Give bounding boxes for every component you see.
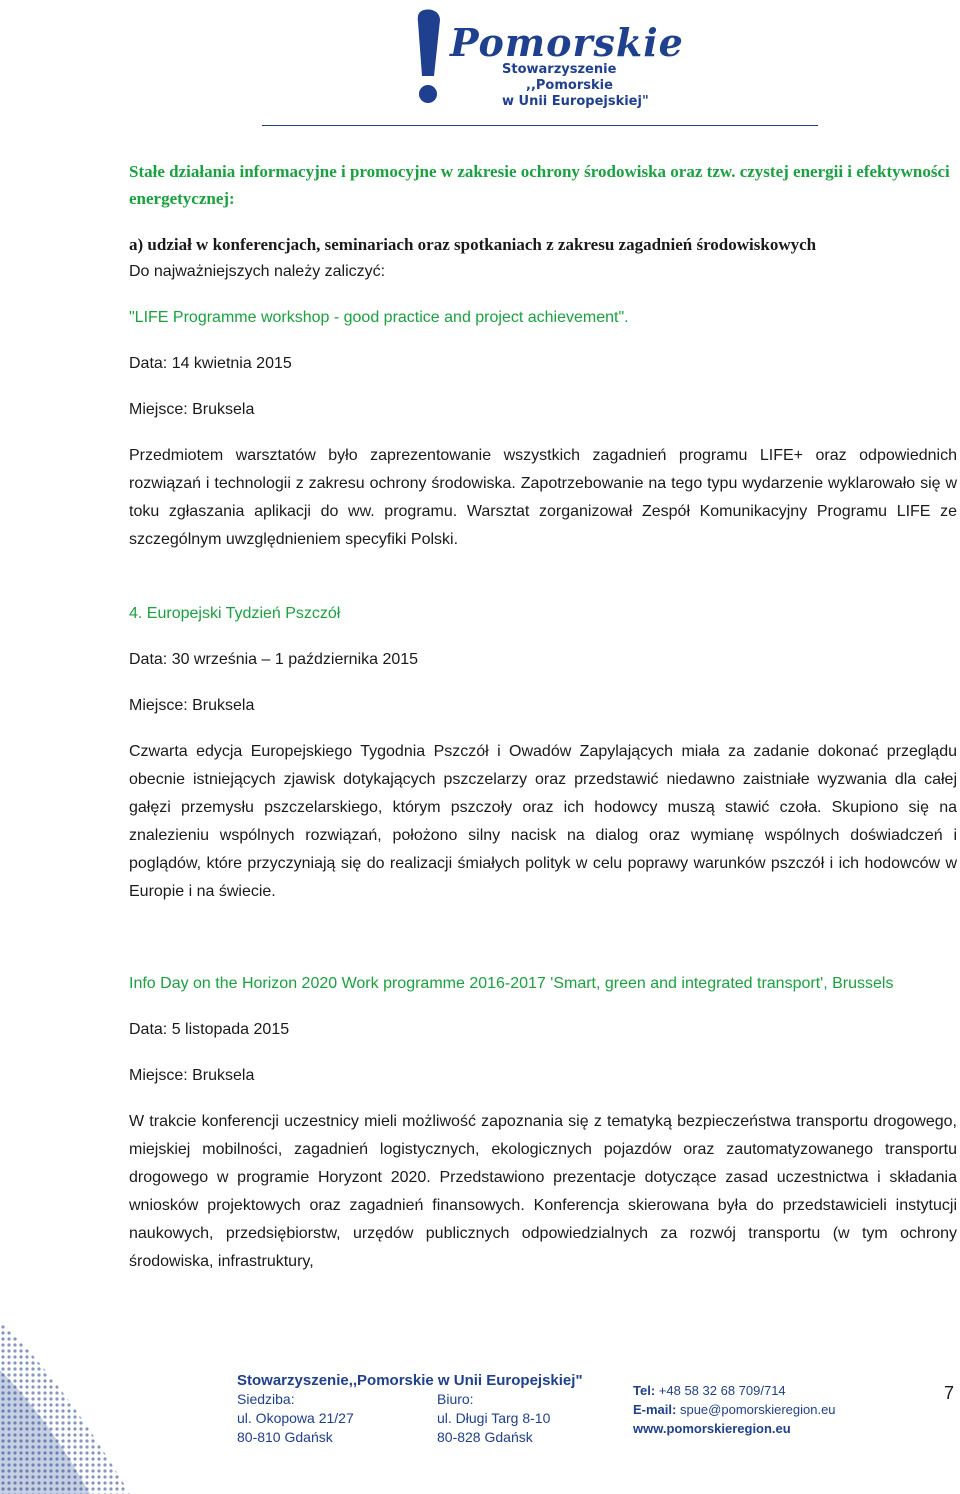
exclamation-logo-icon xyxy=(410,6,446,110)
logo-subtitle-line3: w Unii Europejskiej" xyxy=(502,94,649,109)
section-heading: Stałe działania informacyjne i promocyjne w zakresie ochrony środowiska oraz tzw. czystej energii i efektywności energetycznej: xyxy=(129,162,950,208)
page-number: 7 xyxy=(944,1383,955,1403)
event-description: W trakcie konferencji uczestnicy mieli możliwość zapoznania się z tematyką bezpieczeństwa transportu drogowego, miejskiej mobilności, zagadnień logistycznych, ekologicznych pojazdów oraz zautomatyzowanego transportu drogowego w programie Horyzont 2020. Przedstawiono prezentacje dotyczące zasad uczestnictwa i składania wniosków projektowych oraz zagadnień finansowych. Konferencja skierowana była do przedstawicieli instytucji naukowych, przedsiębiorstw, urzędów publicznych odpowiedzialnych za rozwój transportu (w tym ochrony środowiska, infrastruktury, xyxy=(129,1113,957,1270)
footer-office-street: ul. Długi Targ 8-10 xyxy=(437,1410,551,1426)
footer-organization-name: Stowarzyszenie,,Pomorskie w Unii Europejskiej" xyxy=(237,1372,583,1389)
document-body xyxy=(129,158,957,1276)
event-date: Data: 14 kwietnia 2015 xyxy=(129,355,292,372)
event-title: "LIFE Programme workshop - good practice and project achievement". xyxy=(129,309,629,326)
footer-seat-street: ul. Okopowa 21/27 xyxy=(237,1410,354,1426)
event-place: Miejsce: Bruksela xyxy=(129,401,255,418)
event-description: Przedmiotem warsztatów było zaprezentowanie wszystkich zagadnień programu LIFE+ oraz odpowiednich rozwiązań i technologii z zakresu ochrony środowiska. Zapotrzebowanie na tego typu wydarzenie wyklarowało się w toku zgłaszania aplikacji do ww. programu. Warsztat zorganizował Zespół Komunikacyjny Programu LIFE ze szczególnym uwzględnieniem specyfiki Polski. xyxy=(129,447,957,548)
event-description: Czwarta edycja Europejskiego Tygodnia Pszczół i Owadów Zapylających miała za zadanie dokonać przeglądu obecnie istniejących zjawisk dotykających pszczelarzy oraz przedstawić niedawno zaistniałe wyzwania dla całej gałęzi przemysłu pszczelarskiego, którym pszczoły oraz ich hodowcy muszą stawić czoła. Skupiono się na znalezieniu wspólnych rozwiązań, położono silny nacisk na dialog oraz wymianę wspólnych doświadczeń i poglądów, które przyczyniają się do realizacji śmiałych polityk w celu poprawy warunków pszczół i ich hodowców w Europie i na świecie. xyxy=(129,743,957,900)
event-title: Info Day on the Horizon 2020 Work programme 2016-2017 'Smart, green and integrated transport', Brussels xyxy=(129,975,894,992)
footer-office-city: 80-828 Gdańsk xyxy=(437,1429,533,1445)
footer-email-link[interactable]: spue@pomorskieregion.eu xyxy=(679,1402,836,1417)
event-place: Miejsce: Bruksela xyxy=(129,697,255,714)
logo-subtitle-line2: ,,Pomorskie xyxy=(526,78,613,93)
footer-seat-label: Siedziba: xyxy=(237,1391,295,1407)
footer-tel-label: Tel: xyxy=(633,1383,656,1398)
footer-website-link[interactable]: www.pomorskieregion.eu xyxy=(633,1421,791,1436)
intro-text: Do najważniejszych należy zaliczyć: xyxy=(129,263,386,280)
footer-decoration-graphic xyxy=(0,1300,240,1494)
footer-seat-city: 80-810 Gdańsk xyxy=(237,1429,333,1445)
event-title: 4. Europejski Tydzień Pszczół xyxy=(129,605,341,622)
header-divider xyxy=(262,125,818,126)
event-date: Data: 5 listopada 2015 xyxy=(129,1021,290,1038)
organization-logo xyxy=(410,6,684,110)
logo-wordmark: Pomorskie xyxy=(450,20,684,65)
footer-contact xyxy=(633,1381,836,1438)
event-date: Data: 30 września – 1 października 2015 xyxy=(129,651,419,668)
footer-email-label: E-mail: xyxy=(633,1402,677,1417)
footer-seat-address xyxy=(237,1390,354,1447)
logo-subtitle-line1: Stowarzyszenie xyxy=(502,62,617,77)
footer-tel: +48 58 32 68 709/714 xyxy=(658,1383,786,1398)
footer-office-label: Biuro: xyxy=(437,1391,474,1407)
event-place: Miejsce: Bruksela xyxy=(129,1067,255,1084)
footer-office-address xyxy=(437,1390,550,1447)
subheading-conferences: a) udział w konferencjach, seminariach oraz spotkaniach z zakresu zagadnień środowiskowych xyxy=(129,235,817,254)
